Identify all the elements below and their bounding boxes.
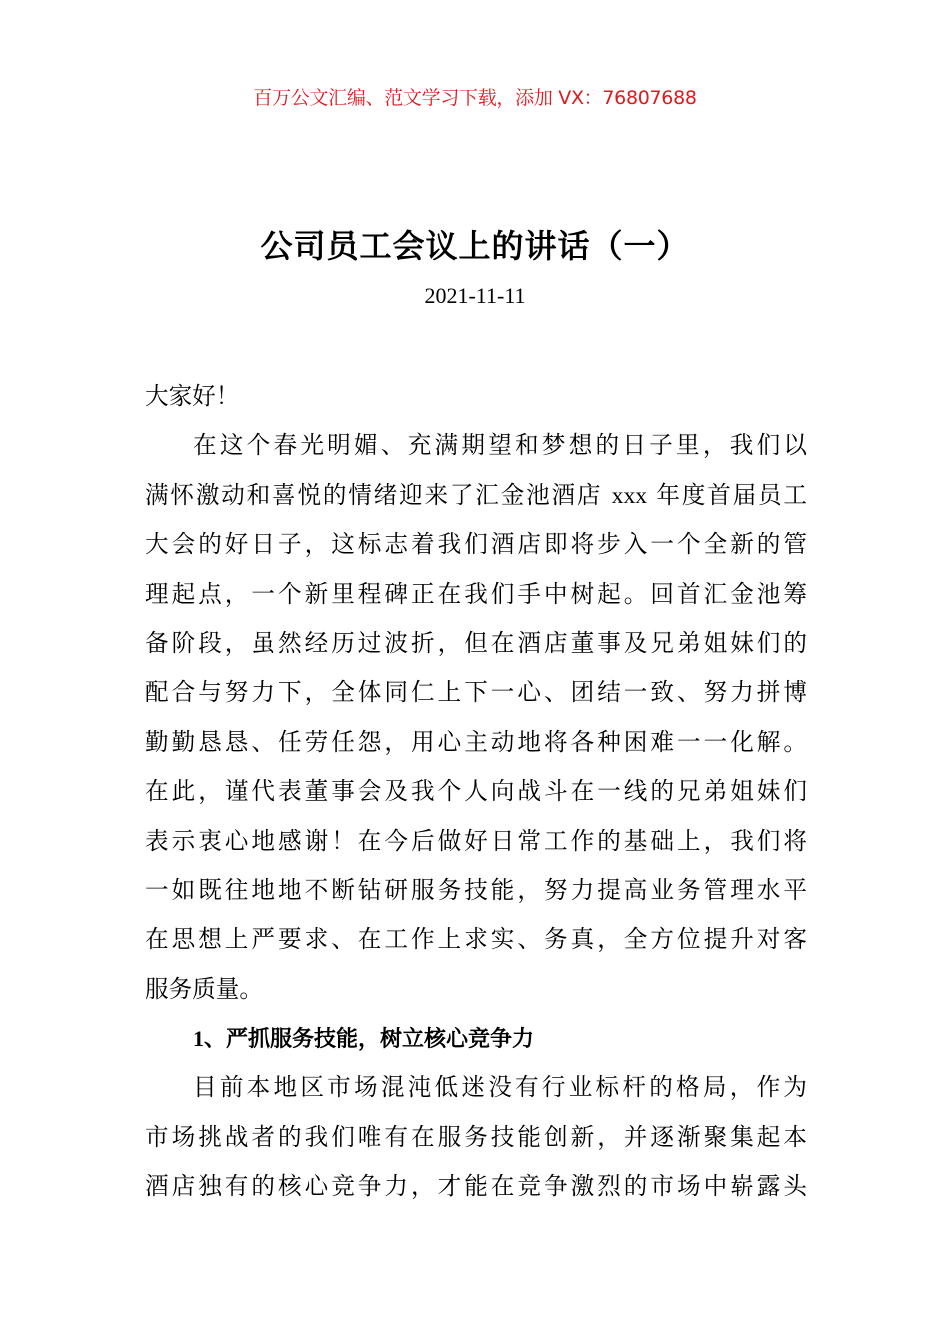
document-title: 公司员工会议上的讲话（一）	[260, 227, 690, 265]
paragraph-line: 配合与努力下，全体同仁上下一心、团结一致、努力拼博	[145, 678, 807, 707]
paragraph-line: 市场挑战者的我们唯有在服务技能创新，并逐渐聚集起本	[145, 1122, 807, 1151]
paragraph-line: 服务质量。	[145, 974, 263, 1003]
section-heading-text: 严抓服务技能，树立核心竞争力	[226, 1027, 535, 1053]
paragraph-line: 勤勤恳恳、任劳任怨，用心主动地将各种困难一一化解。	[145, 727, 807, 756]
paragraph-1	[145, 421, 807, 1014]
section-number: 1、	[193, 1026, 227, 1052]
paragraph-line: 一如既往地地不断钻研服务技能，努力提高业务管理水平	[145, 875, 807, 904]
paragraph-line: 在这个春光明媚、充满期望和梦想的日子里，我们以	[193, 431, 807, 460]
paragraph-line: 表示衷心地感谢！在今后做好日常工作的基础上，我们将	[145, 826, 807, 855]
section-heading	[145, 1014, 807, 1063]
paragraph-line: 理起点，一个新里程碑正在我们手中树起。回首汇金池筹	[145, 579, 807, 608]
paragraph-line: 在此，谨代表董事会及我个人向战斗在一线的兄弟姐妹们	[145, 777, 807, 806]
document-body	[145, 372, 807, 1212]
paragraph-line: 满怀激动和喜悦的情绪迎来了汇金池酒店 xxx 年度首届员工	[145, 480, 808, 509]
paragraph-line: 大会的好日子，这标志着我们酒店即将步入一个全新的管	[145, 530, 807, 559]
paragraph-line: 目前本地区市场混沌低迷没有行业标杆的格局，作为	[193, 1073, 807, 1102]
greeting: 大家好！	[145, 382, 240, 410]
paragraph-line: 酒店独有的核心竞争力，才能在竞争激烈的市场中崭露头	[145, 1172, 807, 1201]
document-date: 2021-11-11	[424, 283, 526, 308]
paragraph-2	[145, 1063, 807, 1211]
paragraph-line: 在思想上严要求、在工作上求实、务真，全方位提升对客	[145, 925, 807, 954]
watermark-banner: 百万公文汇编、范文学习下载，添加 VX：76807688	[253, 87, 697, 109]
paragraph-line: 备阶段，虽然经历过波折，但在酒店董事及兄弟姐妹们的	[145, 628, 807, 657]
